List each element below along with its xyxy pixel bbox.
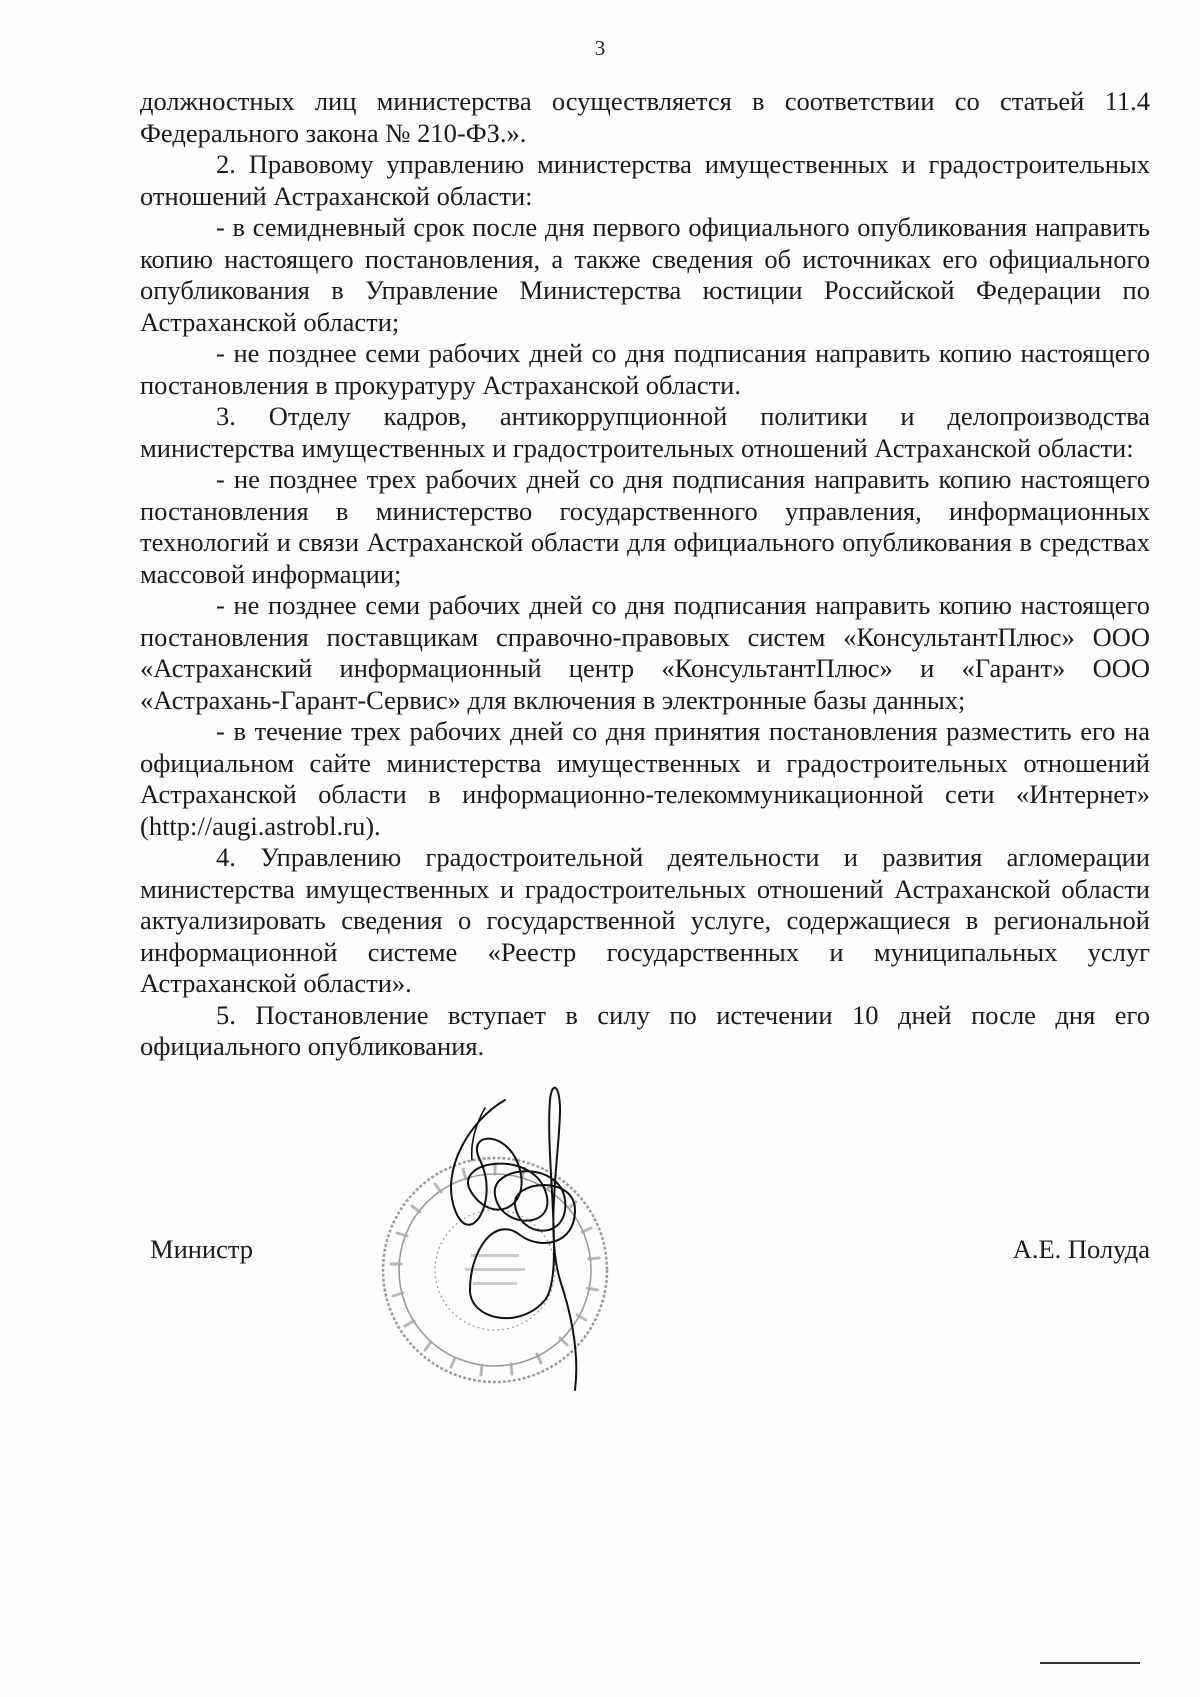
paragraph-item-3-subitem-1: - не позднее трех рабочих дней со дня подписания направить копию настоящего постановления в министерство государственного управления, информационных технологий и связи Астраханской области для официального опубликования в средствах массовой информации;	[140, 464, 1150, 589]
signer-name: А.Е. Полуда	[1012, 1234, 1150, 1264]
paragraph-continuation: должностных лиц министерства осуществляется в соответствии со статьей 11.4 Федерального закона № 210-ФЗ.».	[140, 86, 1150, 148]
signer-title: Министр	[150, 1234, 254, 1264]
paragraph-item-5: 5. Постановление вступает в силу по истечении 10 дней после дня его официального опубликования.	[140, 999, 1150, 1061]
official-seal	[375, 1150, 615, 1390]
paragraph-item-3: 3. Отделу кадров, антикоррупционной политики и делопроизводства министерства имущественных и градостроительных отношений Астраханской области:	[140, 401, 1150, 463]
paragraph-item-2: 2. Правовому управлению министерства имущественных и градостроительных отношений Астраханской области:	[140, 149, 1150, 211]
paragraph-item-4: 4. Управлению градостроительной деятельности и развития агломерации министерства имущественных и градостроительных отношений Астраханской области актуализировать сведения о государственной услуге, содержащиеся в региональной информационной системе «Реестр государственных и муниципальных услуг Астраханской области».	[140, 842, 1150, 998]
paragraph-item-3-subitem-2: - не позднее семи рабочих дней со дня подписания направить копию настоящего постановления поставщикам справочно-правовых систем «КонсультантПлюс» ООО «Астраханский информационный центр «КонсультантПлюс» и «Гарант» ООО «Астрахань-Гарант-Сервис» для включения в электронные базы данных;	[140, 590, 1150, 715]
page-number: 3	[594, 36, 606, 60]
paragraph-item-2-subitem-2: - не позднее семи рабочих дней со дня подписания направить копию настоящего постановления в прокуратуру Астраханской области.	[140, 338, 1150, 400]
document-body	[140, 86, 1150, 1063]
paragraph-item-2-subitem-1: - в семидневный срок после дня первого официального опубликования направить копию настоящего постановления, а также сведения об источниках его официального опубликования в Управление Министерства юстиции Российской Федерации по Астраханской области;	[140, 212, 1150, 337]
paragraph-item-3-subitem-3: - в течение трех рабочих дней со дня принятия постановления разместить его на официальном сайте министерства имущественных и градостроительных отношений Астраханской области в информационно-телекоммуникационной сети «Интернет» (http://augi.astrobl.ru).	[140, 716, 1150, 841]
signature-block	[140, 1234, 1150, 1274]
